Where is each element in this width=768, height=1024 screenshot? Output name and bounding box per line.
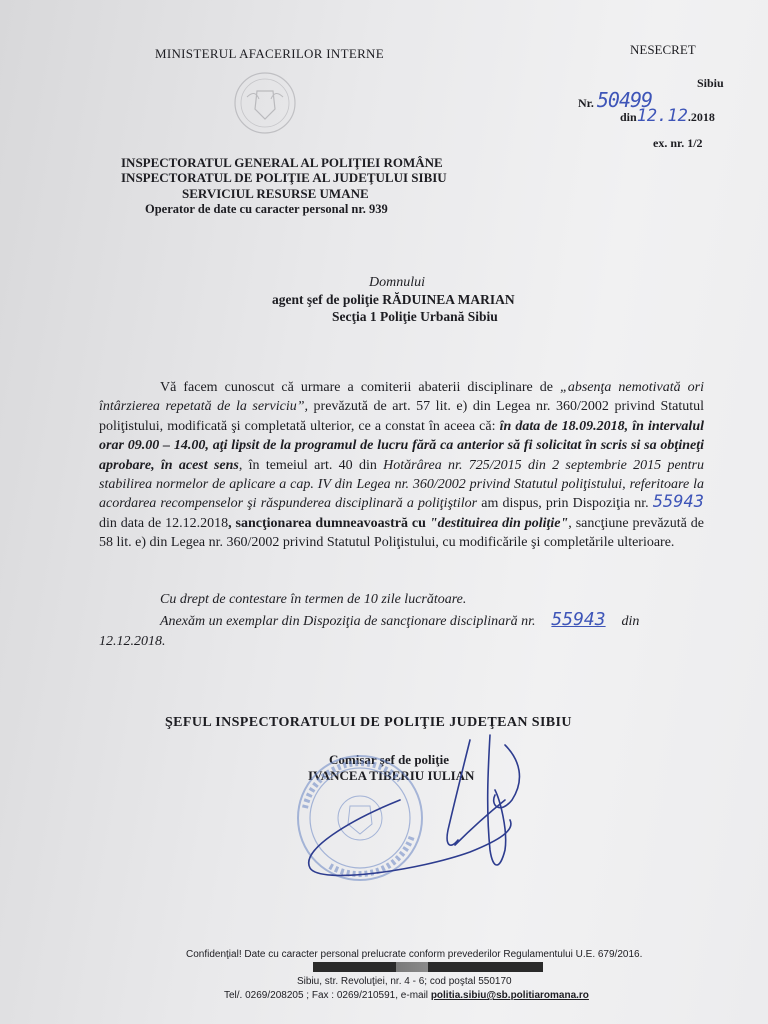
institution-line-3: SERVICIUL RESURSE UMANE (182, 186, 369, 201)
ministry-name: MINISTERUL AFACERILOR INTERNE (155, 46, 384, 61)
disposition-number-handwritten: 55943 (652, 492, 704, 513)
confidentiality-notice: Confidenţial! Date cu caracter personal prelucrate conform prevederilor Regulamentului U.E. 679/2016. (186, 949, 643, 960)
copy-number: ex. nr. 1/2 (653, 136, 703, 150)
addressee-salutation: Domnului (369, 275, 425, 290)
addressee-name: agent şef de poliţie RĂDUINEA MARIAN (272, 292, 515, 307)
footer-phone-fax: Tel/. 0269/208205 ; Fax : 0269/210591, e-mail (224, 990, 431, 1001)
footer-email-link[interactable]: politia.sibiu@sb.politiaromana.ro (430, 990, 589, 1001)
body-part-h: din data de 12.12.2018 (99, 515, 229, 531)
body-part-b: „absenţa nemotivată ori întârzierea repetată de la serviciu”, (99, 380, 704, 415)
institution-line-2: INSPECTORATUL DE POLIŢIE AL JUDEŢULUI SIBIU (121, 170, 447, 185)
body-part-d: în data de 18.09.2018, în intervalul orar 09.00 – 14.00, aţi lipsit de la programul de lucru fără ca anterior să fi solicitat în scris si sa obţineţi aprobare, în acest sens (99, 418, 704, 473)
footer-contact (224, 990, 589, 1001)
body-part-e: , în temeiul art. 40 din (238, 457, 384, 473)
footer-address: Sibiu, str. Revoluţiei, nr. 4 - 6; cod poştal 550170 (297, 976, 512, 987)
body-part-f: Hotărârea nr. 725/2015 din 2 septembrie 2015 pentru stabilirea normelor de aplicare a cap. IV din Legea nr. 360/2002 privind Statutul poliţistului, referitoare la acordarea recompenselor şi răspunderea disciplinară a poliţiştilor (99, 457, 705, 512)
date-suffix: .2018 (687, 110, 715, 124)
nr-label: Nr. (578, 96, 594, 110)
classification-label: NESECRET (630, 42, 696, 57)
date-handwritten-value: 12.12 (636, 106, 688, 126)
date-prefix: din (620, 110, 637, 124)
contest-line-2b: din 12.12.2018. (99, 614, 640, 649)
body-part-k: , sancţiune prevăzută de 58 lit. e) din Legea nr. 360/2002 privind Statutul Poliţistului, cu modificările şi completările ulterioare. (99, 515, 704, 551)
institution-line-1: INSPECTORATUL GENERAL AL POLIŢIEI ROMÂNE (121, 155, 443, 170)
body-part-c: prevăzută de art. 57 lit. e) din Legea nr. 360/2002 privind Statutul poliţistului, modificată şi completată ulterior, ce a constat în aceea că: (99, 399, 704, 434)
nr-handwritten-value: 50499 (596, 88, 653, 112)
city-label: Sibiu (697, 76, 724, 90)
body-part-i: , sancţionarea dumneavoastră cu (228, 515, 430, 531)
signatory-name: IVANCEA TIBERIU IULIAN (308, 768, 475, 783)
annex-number-handwritten: 55943 (551, 609, 606, 630)
body-part-j: "destituirea din poliţie" (429, 515, 569, 531)
body-part-g: am dispus, prin Dispoziţia nr. (477, 496, 653, 512)
signatory-rank: Comisar şef de poliţie (329, 752, 449, 767)
addressee-unit: Secţia 1 Poliţie Urbană Sibiu (332, 309, 498, 324)
contest-line-2a: Anexăm un exemplar din Dispoziţia de sancţionare disciplinară nr. (160, 614, 536, 629)
redaction-bar (313, 962, 543, 972)
contest-line-1: Cu drept de contestare în termen de 10 zile lucrătoare. (160, 592, 467, 607)
signatory-title: ŞEFUL INSPECTORATULUI DE POLIŢIE JUDEŢEAN SIBIU (165, 715, 572, 730)
handwritten-signature-icon (309, 735, 520, 875)
institution-line-4: Operator de date cu caracter personal nr. 939 (145, 202, 388, 216)
body-part-a: Vă facem cunoscut că urmare a comiterii abaterii disciplinare de (160, 380, 561, 395)
